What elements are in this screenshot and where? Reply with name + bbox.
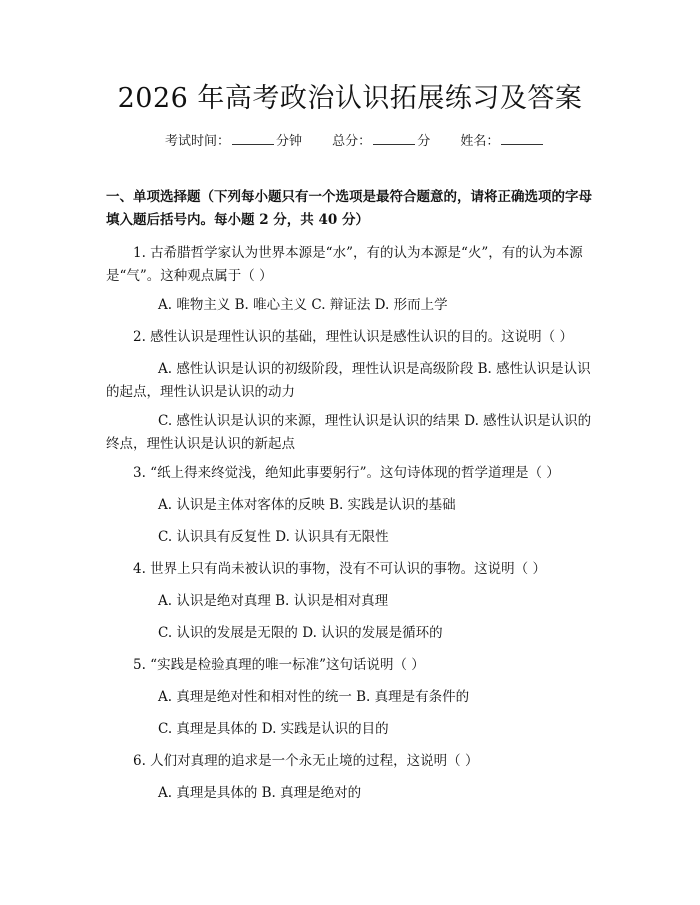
section-heading: 一、单项选择题（下列每小题只有一个选项是最符合题意的，请将正确选项的字母填入题后括号内。每小题 2 分，共 40 分） xyxy=(106,189,592,228)
question-3-options-cd: C. 认识具有反复性 D. 认识具有无限性 xyxy=(158,529,389,545)
exam-time xyxy=(165,130,302,152)
question-4-stem: 4. 世界上只有尚未被认识的事物，没有不可认识的事物。这说明（ ） xyxy=(133,561,546,577)
question-5-options-ab: A. 真理是绝对性和相对性的统一 B. 真理是有条件的 xyxy=(158,689,470,705)
question-2-options-cd: C. 感性认识是认识的来源，理性认识是认识的结果 D. 感性认识是认识的终点，理性认识是认识的新起点 xyxy=(106,413,592,452)
total-score xyxy=(332,130,430,152)
question-4-options-ab: A. 认识是绝对真理 B. 认识是相对真理 xyxy=(158,593,389,609)
page-title: 2026 年高考政治认识拓展练习及答案 xyxy=(117,83,583,114)
question-2-stem: 2. 感性认识是理性认识的基础，理性认识是感性认识的目的。这说明（ ） xyxy=(133,329,573,345)
student-name-blank xyxy=(501,130,543,145)
question-4-options-cd: C. 认识的发展是无限的 D. 认识的发展是循环的 xyxy=(158,625,443,641)
question-3-options-ab: A. 认识是主体对客体的反映 B. 实践是认识的基础 xyxy=(158,497,456,513)
exam-time-blank xyxy=(232,130,274,145)
question-2-options-ab: A. 感性认识是认识的初级阶段，理性认识是高级阶段 B. 感性认识是认识的起点，理性认识是认识的动力 xyxy=(106,361,591,400)
question-6-options-ab: A. 真理是具体的 B. 真理是绝对的 xyxy=(158,785,362,801)
question-3-stem: 3. “纸上得来终觉浅，绝知此事要躬行”。这句诗体现的哲学道理是（ ） xyxy=(133,465,560,481)
question-1-options: A. 唯物主义 B. 唯心主义 C. 辩证法 D. 形而上学 xyxy=(158,297,448,313)
total-score-blank xyxy=(373,130,415,145)
student-name-label: 姓名： xyxy=(460,134,500,149)
question-6-stem: 6. 人们对真理的追求是一个永无止境的过程，这说明（ ） xyxy=(133,753,479,769)
exam-meta xyxy=(165,130,571,152)
question-5-options-cd: C. 真理是具体的 D. 实践是认识的目的 xyxy=(158,721,389,737)
student-name xyxy=(460,130,545,152)
exam-time-unit: 分钟 xyxy=(276,134,303,149)
exam-time-label: 考试时间： xyxy=(165,134,231,149)
total-score-unit: 分 xyxy=(417,134,431,149)
question-1-stem: 1. 古希腊哲学家认为世界本源是“水”，有的认为本源是“火”，有的认为本源是“气”。这种观点属于（ ） xyxy=(106,245,583,284)
question-5-stem: 5. “实践是检验真理的唯一标准”这句话说明（ ） xyxy=(133,657,425,673)
total-score-label: 总分： xyxy=(332,134,372,149)
